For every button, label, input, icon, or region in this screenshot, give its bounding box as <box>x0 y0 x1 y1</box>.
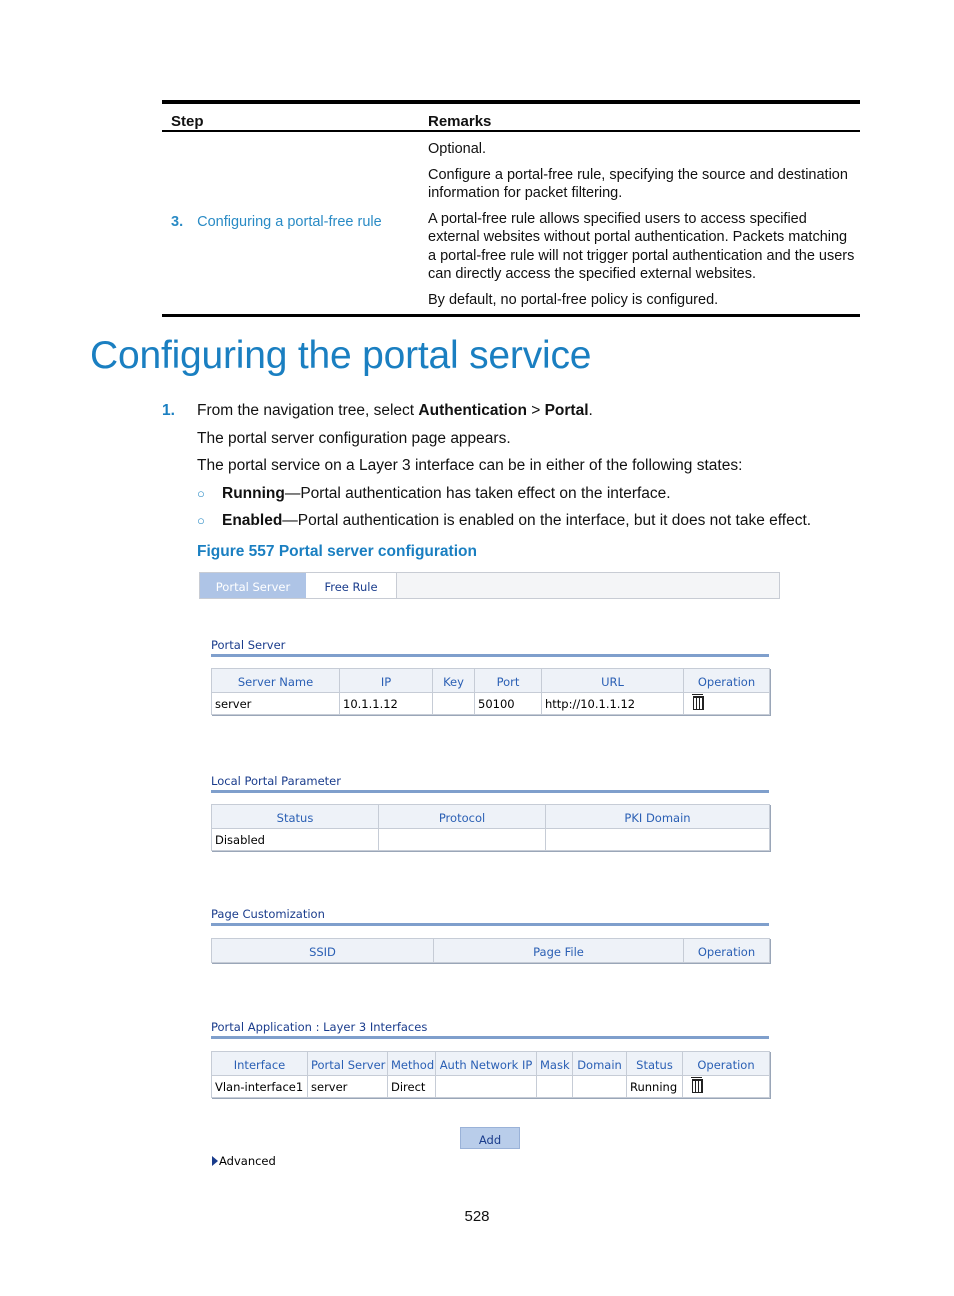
bullet-enabled: ○ Enabled—Portal authentication is enabled on the interface, but it does not take effect. <box>197 512 812 529</box>
remark-optional: Optional. <box>428 141 487 157</box>
bullet-circle-icon: ○ <box>197 486 205 501</box>
col-pki-domain: PKI Domain <box>546 805 770 829</box>
tab-bar <box>199 572 780 599</box>
cell-domain <box>573 1076 627 1098</box>
cell-key <box>433 693 475 715</box>
col-portal-server: Portal Server <box>308 1052 388 1076</box>
tab-portal-server[interactable]: Portal Server <box>200 573 306 598</box>
cell-operation <box>683 1076 770 1098</box>
table-row <box>212 1076 770 1098</box>
section-divider <box>211 790 769 793</box>
table-header-row <box>212 805 770 829</box>
header-step: Step <box>171 113 204 130</box>
table-header-row <box>212 669 770 693</box>
cell-interface: Vlan-interface1 <box>212 1076 308 1098</box>
table-row <box>212 693 770 715</box>
col-method: Method <box>388 1052 436 1076</box>
cell-auth-network-ip <box>436 1076 537 1098</box>
portal-server-table <box>211 668 770 715</box>
col-ip: IP <box>340 669 433 693</box>
page-title: Configuring the portal service <box>90 334 592 377</box>
col-auth-network-ip: Auth Network IP <box>436 1052 537 1076</box>
cell-server-name: server <box>212 693 340 715</box>
advanced-toggle[interactable] <box>212 1154 276 1168</box>
col-page-file: Page File <box>434 939 684 963</box>
table-header-row <box>212 1052 770 1076</box>
table-body-row <box>162 132 860 317</box>
table-row <box>212 829 770 851</box>
section-title-portal-server: Portal Server <box>211 638 286 652</box>
cell-method: Direct <box>388 1076 436 1098</box>
cell-protocol <box>379 829 546 851</box>
add-button[interactable]: Add <box>460 1127 520 1149</box>
cell-operation <box>684 693 770 715</box>
tab-free-rule[interactable]: Free Rule <box>306 573 397 598</box>
bullet-circle-icon: ○ <box>197 513 205 528</box>
page-number: 528 <box>464 1208 490 1225</box>
delete-icon[interactable] <box>693 696 704 710</box>
col-url: URL <box>542 669 684 693</box>
step-1-number: 1. <box>162 402 175 419</box>
section-divider <box>211 1036 769 1039</box>
section-divider <box>211 923 769 926</box>
col-protocol: Protocol <box>379 805 546 829</box>
expand-triangle-icon[interactable] <box>212 1156 218 1166</box>
col-status: Status <box>627 1052 683 1076</box>
page-customization-table <box>211 938 770 963</box>
portal-application-table <box>211 1051 770 1098</box>
advanced-label[interactable]: Advanced <box>219 1154 276 1168</box>
table-header-row <box>162 104 860 132</box>
col-domain: Domain <box>573 1052 627 1076</box>
col-port: Port <box>475 669 542 693</box>
cell-url: http://10.1.1.12 <box>542 693 684 715</box>
table-header-row <box>212 939 770 963</box>
step-1-text: From the navigation tree, select Authentication > Portal. <box>197 402 593 419</box>
cell-portal-server: server <box>308 1076 388 1098</box>
remark-configure: Configure a portal-free rule, specifying the source and destination information for packet filtering. <box>428 166 848 201</box>
section-title-page-customization: Page Customization <box>211 907 325 921</box>
cell-port: 50100 <box>475 693 542 715</box>
col-operation: Operation <box>684 939 770 963</box>
section-title-local-portal: Local Portal Parameter <box>211 774 341 788</box>
section-divider <box>211 654 769 657</box>
cell-status: Running <box>627 1076 683 1098</box>
bullet-running: ○ Running—Portal authentication has taken effect on the interface. <box>197 485 671 502</box>
step-number: 3. <box>171 214 184 230</box>
delete-icon[interactable] <box>692 1079 703 1093</box>
remark-description: A portal-free rule allows specified users to access specified external websites without portal authentication. Packets matching a portal-free rule will not trigger portal authentication and the users can directly access the specified external websites. <box>428 210 855 282</box>
col-status: Status <box>212 805 379 829</box>
remarks-cell <box>428 140 858 316</box>
cell-mask <box>537 1076 573 1098</box>
step-link-portal-free-rule[interactable] <box>171 214 382 230</box>
col-key: Key <box>433 669 475 693</box>
cell-ip: 10.1.1.12 <box>340 693 433 715</box>
col-ssid: SSID <box>212 939 434 963</box>
step-link-text[interactable]: Configuring a portal-free rule <box>197 214 382 230</box>
col-mask: Mask <box>537 1052 573 1076</box>
paragraph-states: The portal service on a Layer 3 interface can be in either of the following states: <box>197 457 743 474</box>
remark-default: By default, no portal-free policy is configured. <box>428 291 719 308</box>
col-interface: Interface <box>212 1052 308 1076</box>
figure-caption: Figure 557 Portal server configuration <box>197 543 477 560</box>
col-operation: Operation <box>683 1052 770 1076</box>
cell-status: Disabled <box>212 829 379 851</box>
cell-pki-domain <box>546 829 770 851</box>
step-remarks-table <box>162 100 860 317</box>
paragraph-config-page: The portal server configuration page appears. <box>197 430 511 447</box>
section-title-portal-application: Portal Application : Layer 3 Interfaces <box>211 1020 428 1034</box>
local-portal-table <box>211 804 770 851</box>
col-server-name: Server Name <box>212 669 340 693</box>
header-remarks: Remarks <box>428 113 492 130</box>
col-operation: Operation <box>684 669 770 693</box>
